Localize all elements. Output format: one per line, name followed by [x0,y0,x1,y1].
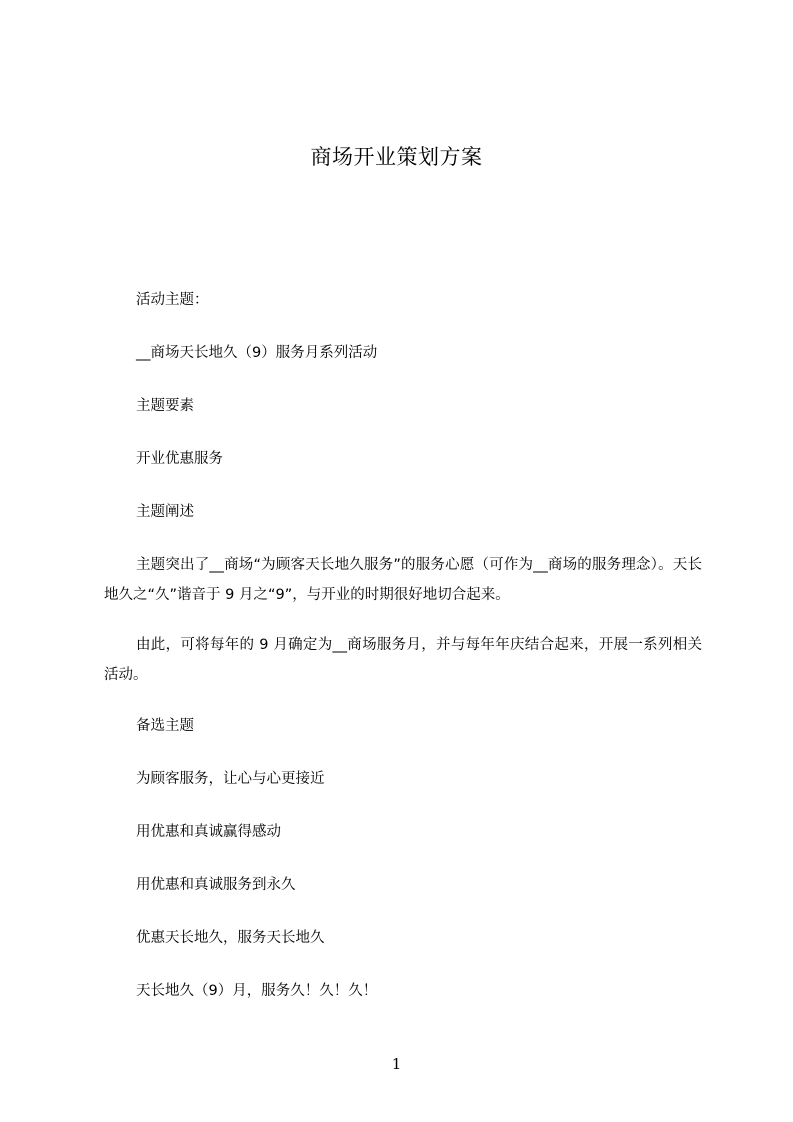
paragraph-service-month: 由此，可将每年的 9 月确定为__商场服务月，并与每年年庆结合起来，开展一系列相关活动。 [104,637,702,683]
paragraph-alternate-themes-heading: 备选主题 [136,718,194,734]
page-number: 1 [391,1055,402,1073]
paragraph-alternate-theme-1: 为顾客服务，让心与心更接近 [136,771,325,787]
paragraph-theme-explanation: 主题突出了__商场“为顾客天长地久服务”的服务心愿（可作为__商场的服务理念）。天长地久之“久”谐音于 9 月之“9”，与开业的时期很好地切合起来。 [104,557,702,603]
paragraph-alternate-theme-5: 天长地久（9）月，服务久！久！久！ [136,983,378,999]
paragraph-alternate-theme-2: 用优惠和真诚赢得感动 [136,824,281,840]
paragraph-theme-explanation-heading: 主题阐述 [136,504,194,520]
paragraph-theme-elements: 开业优惠服务 [136,451,223,467]
paragraph-alternate-theme-3: 用优惠和真诚服务到永久 [136,877,296,893]
paragraph-alternate-theme-4: 优惠天长地久，服务天长地久 [136,930,325,946]
paragraph-theme-elements-heading: 主题要素 [136,398,194,414]
document-title: 商场开业策划方案 [310,145,483,169]
paragraph-activity-theme-label: 活动主题： [136,292,209,308]
paragraph-activity-theme: __商场天长地久（9）服务月系列活动 [136,345,378,361]
